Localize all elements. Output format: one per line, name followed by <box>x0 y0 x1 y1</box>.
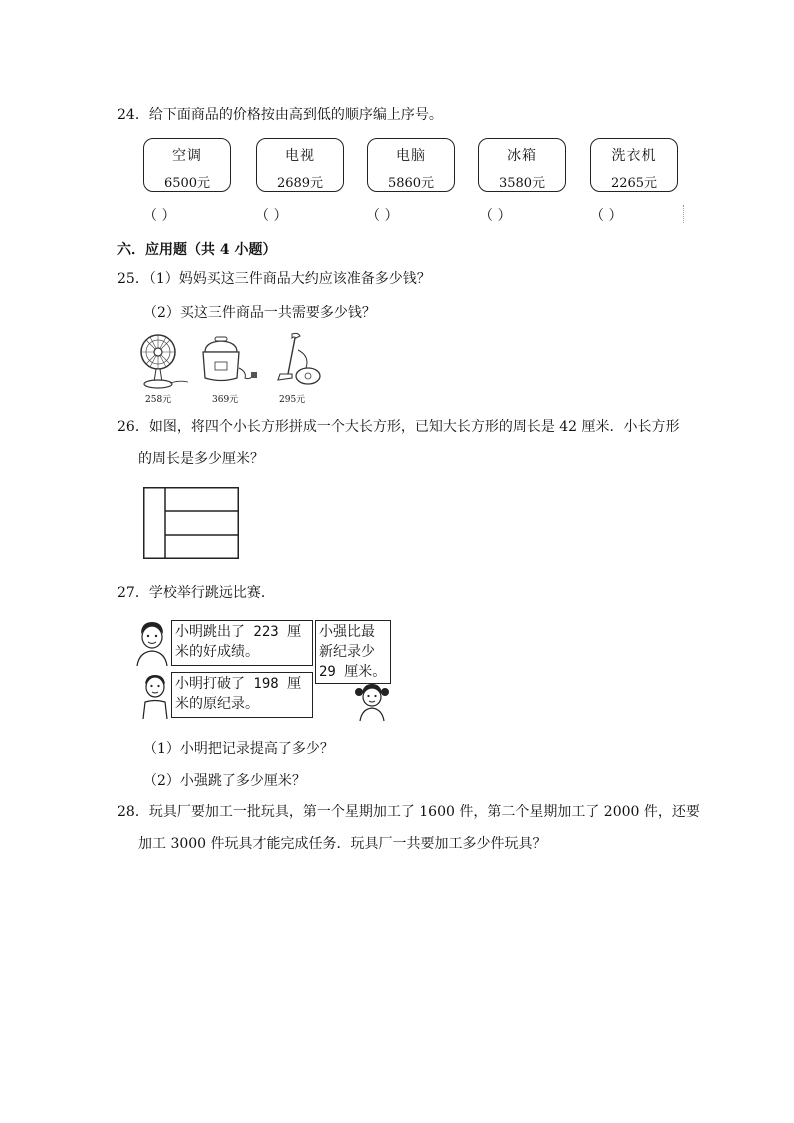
answer-blank-5[interactable]: （ ） <box>590 208 623 224</box>
answer-blank-4[interactable]: （ ） <box>479 208 512 224</box>
girl-avatar <box>353 682 391 722</box>
q26-line1: 26．如图，将四个小长方形拼成一个大长方形，已知大长方形的周长是 42 厘米．小长方形 <box>117 419 680 435</box>
bubble1-line1: 小明跳出了 223 厘 <box>175 624 302 640</box>
bubble2-line2: 米的原纪录。 <box>175 696 259 712</box>
card-price: 3580元 <box>498 176 546 191</box>
boy-avatar-1 <box>135 620 169 668</box>
card-price: 6500元 <box>163 176 211 191</box>
bubble3-line1: 小强比最 <box>319 624 375 640</box>
q25-line1: 25．（1）妈妈买这三件商品大约应该准备多少钱？ <box>117 271 431 287</box>
rice-cooker-icon <box>195 328 267 400</box>
q25-line2: （2）买这三件商品一共需要多少钱？ <box>143 305 376 321</box>
bubble1-line2: 米的好成绩。 <box>175 644 259 660</box>
rectangle-figure <box>143 487 239 559</box>
vacuum-cleaner-icon <box>262 328 334 400</box>
card-name: 空调 <box>172 148 202 164</box>
card-name: 冰箱 <box>507 148 537 164</box>
q27-stem: 27．学校举行跳远比赛． <box>117 585 275 601</box>
answer-blank-3[interactable]: （ ） <box>366 208 399 224</box>
speech-bubble-1 <box>171 620 313 666</box>
card-name: 电视 <box>285 148 315 164</box>
q27-sub2: （2）小强跳了多少厘米？ <box>143 773 306 789</box>
card-price: 5860元 <box>387 176 435 191</box>
rice-cooker-price: 369元 <box>212 395 239 405</box>
long-jump-panel <box>135 618 395 722</box>
card-price: 2689元 <box>276 176 324 191</box>
answer-blank-2[interactable]: （ ） <box>255 208 288 224</box>
card-price: 2265元 <box>610 176 658 191</box>
speech-bubble-3 <box>315 620 391 684</box>
boy-avatar-2 <box>139 672 171 720</box>
section-title: 六．应用题（共 4 小题） <box>117 242 277 258</box>
bubble3-line2: 新纪录少 <box>319 644 375 660</box>
q26-line2: 的周长是多少厘米？ <box>138 451 264 467</box>
speech-bubble-2 <box>171 672 313 718</box>
vacuum-price: 295元 <box>279 395 306 405</box>
q24-stem: 24．给下面商品的价格按由高到低的顺序编上序号。 <box>117 107 443 123</box>
q28-line2: 加工 3000 件玩具才能完成任务．玩具厂一共要加工多少件玩具？ <box>138 836 547 852</box>
card-name: 电脑 <box>396 148 426 164</box>
bubble2-line1: 小明打破了 198 厘 <box>175 676 302 692</box>
price-card-air-conditioner <box>143 138 231 192</box>
q28-line1: 28．玩具厂要加工一批玩具，第一个星期加工了 1600 件，第二个星期加工了 2000 件，还要 <box>117 804 700 820</box>
bubble3-line3: 29 厘米。 <box>319 664 387 680</box>
q27-sub1: （1）小明把记录提高了多少？ <box>143 741 334 757</box>
card-name: 洗衣机 <box>611 148 657 164</box>
price-card-tv <box>256 138 344 192</box>
margin-mark <box>683 205 686 223</box>
price-card-fridge <box>478 138 566 192</box>
price-card-computer <box>367 138 455 192</box>
price-cards <box>143 138 688 194</box>
fan-price: 258元 <box>145 395 172 405</box>
answer-blank-1[interactable]: （ ） <box>143 208 176 224</box>
price-card-washer <box>590 138 678 192</box>
